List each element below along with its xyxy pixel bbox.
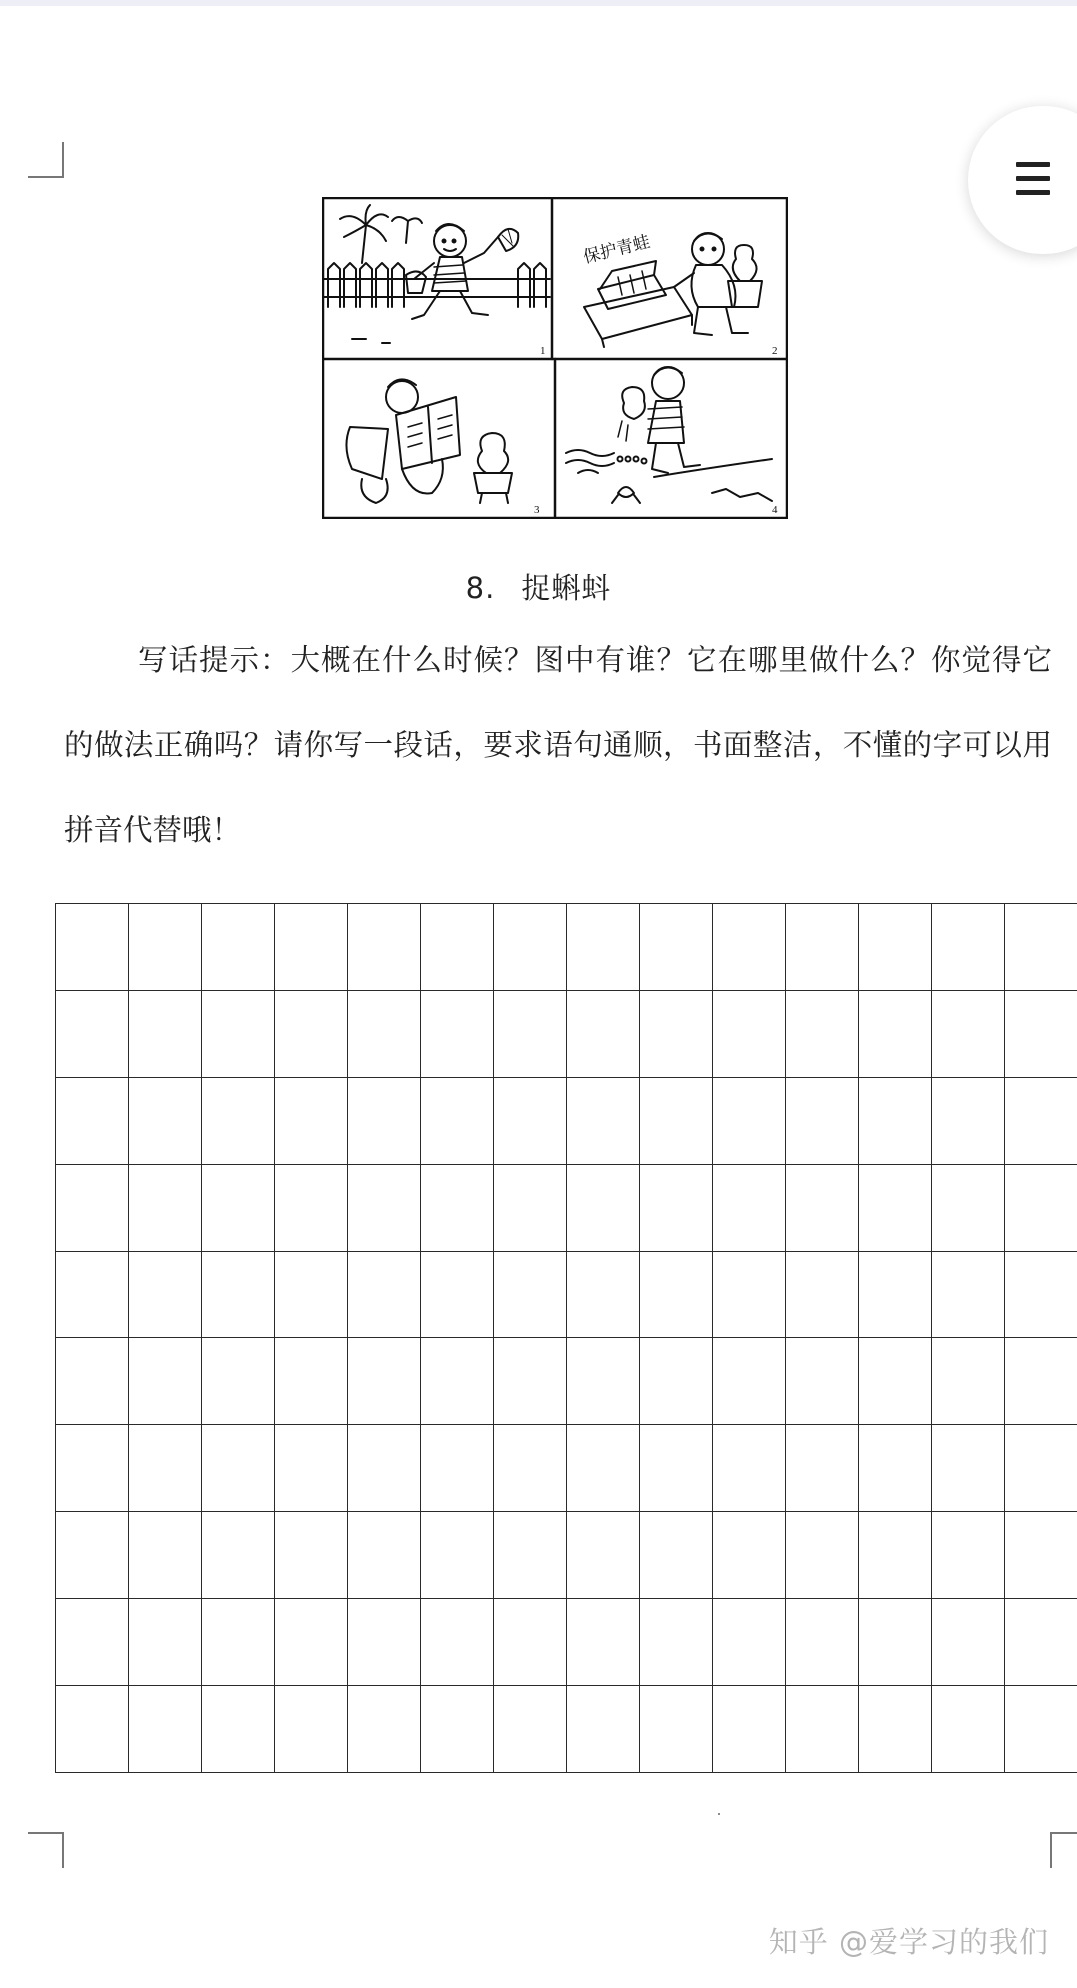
grid-row: [56, 1425, 1077, 1512]
grid-cell[interactable]: [421, 1512, 494, 1599]
grid-cell[interactable]: [932, 1425, 1005, 1512]
grid-cell[interactable]: [421, 1077, 494, 1164]
grid-cell[interactable]: [275, 1512, 348, 1599]
grid-cell[interactable]: [1005, 1164, 1077, 1251]
grid-cell[interactable]: [129, 1077, 202, 1164]
grid-cell[interactable]: [494, 1512, 567, 1599]
grid-cell[interactable]: [932, 1338, 1005, 1425]
grid-cell[interactable]: [348, 990, 421, 1077]
menu-button[interactable]: [968, 106, 1077, 254]
grid-cell[interactable]: [1005, 1686, 1077, 1773]
grid-cell[interactable]: [202, 1338, 275, 1425]
grid-cell[interactable]: [129, 1251, 202, 1338]
grid-cell[interactable]: [275, 1686, 348, 1773]
grid-cell[interactable]: [1005, 1251, 1077, 1338]
grid-cell[interactable]: [275, 1077, 348, 1164]
grid-cell[interactable]: [421, 990, 494, 1077]
grid-cell[interactable]: [494, 1164, 567, 1251]
grid-cell[interactable]: [932, 904, 1005, 991]
page-corner-mark-top-left: [28, 142, 64, 178]
grid-cell[interactable]: [202, 1599, 275, 1686]
grid-cell[interactable]: [713, 1077, 786, 1164]
grid-cell[interactable]: [421, 1686, 494, 1773]
grid-cell[interactable]: [348, 1512, 421, 1599]
grid-row: [56, 1077, 1077, 1164]
grid-cell[interactable]: [275, 1251, 348, 1338]
grid-cell[interactable]: [129, 990, 202, 1077]
grid-cell[interactable]: [859, 1251, 932, 1338]
grid-cell[interactable]: [1005, 1599, 1077, 1686]
grid-cell[interactable]: [567, 990, 640, 1077]
grid-cell[interactable]: [713, 1338, 786, 1425]
grid-cell[interactable]: [640, 1251, 713, 1338]
grid-cell[interactable]: [859, 1599, 932, 1686]
grid-cell[interactable]: [275, 1164, 348, 1251]
grid-cell[interactable]: [129, 1425, 202, 1512]
grid-cell[interactable]: [640, 1686, 713, 1773]
grid-row: [56, 1512, 1077, 1599]
grid-cell[interactable]: [129, 1164, 202, 1251]
grid-cell[interactable]: [713, 990, 786, 1077]
grid-cell[interactable]: [494, 1251, 567, 1338]
grid-cell[interactable]: [640, 904, 713, 991]
grid-cell[interactable]: [129, 1686, 202, 1773]
grid-row: [56, 1338, 1077, 1425]
grid-cell[interactable]: [932, 990, 1005, 1077]
grid-cell[interactable]: [275, 1338, 348, 1425]
grid-cell[interactable]: [713, 904, 786, 991]
grid-cell[interactable]: [56, 1077, 129, 1164]
grid-cell[interactable]: [1005, 1338, 1077, 1425]
grid-cell[interactable]: [713, 1425, 786, 1512]
grid-cell[interactable]: [567, 1512, 640, 1599]
grid-cell[interactable]: [567, 1599, 640, 1686]
grid-cell[interactable]: [859, 1512, 932, 1599]
grid-cell[interactable]: [56, 990, 129, 1077]
grid-cell[interactable]: [348, 1599, 421, 1686]
grid-cell[interactable]: [56, 904, 129, 991]
grid-cell[interactable]: [202, 1077, 275, 1164]
grid-row: [56, 904, 1077, 991]
page-corner-mark-bottom-left: [28, 1832, 64, 1868]
grid-cell[interactable]: [786, 1686, 859, 1773]
grid-cell[interactable]: [348, 1338, 421, 1425]
grid-cell[interactable]: [56, 1251, 129, 1338]
grid-cell[interactable]: [421, 1164, 494, 1251]
grid-cell[interactable]: [348, 1686, 421, 1773]
grid-row: [56, 990, 1077, 1077]
section-heading: [0, 566, 1077, 607]
grid-cell[interactable]: [713, 1164, 786, 1251]
watermark: 知乎 @爱学习的我们: [768, 1925, 1049, 1959]
grid-cell[interactable]: [348, 1251, 421, 1338]
grid-cell[interactable]: [640, 1512, 713, 1599]
writing-prompt: 写话提示：大概在什么时候？图中有谁？它在哪里做什么？你觉得它的做法正确吗？请你写一段话，要求语句通顺，书面整洁，不懂的字可以用拼音代替哦！: [64, 643, 1052, 847]
grid-cell[interactable]: [859, 1425, 932, 1512]
writing-grid[interactable]: [55, 903, 1077, 1773]
grid-cell[interactable]: [786, 1077, 859, 1164]
grid-cell[interactable]: [786, 904, 859, 991]
grid-cell[interactable]: [932, 1599, 1005, 1686]
grid-cell[interactable]: [275, 1599, 348, 1686]
comic-panel-1: [324, 205, 550, 343]
hamburger-menu-icon: [1016, 162, 1050, 196]
grid-cell[interactable]: [713, 1599, 786, 1686]
grid-cell[interactable]: [567, 1164, 640, 1251]
grid-cell[interactable]: [129, 1512, 202, 1599]
grid-cell[interactable]: [56, 1338, 129, 1425]
grid-cell[interactable]: [129, 1599, 202, 1686]
grid-cell[interactable]: [275, 904, 348, 991]
grid-cell[interactable]: [786, 1251, 859, 1338]
grid-cell[interactable]: [421, 1251, 494, 1338]
grid-cell[interactable]: [859, 904, 932, 991]
grid-cell[interactable]: [640, 1425, 713, 1512]
comic-sign-text: 保护青蛙: [581, 231, 653, 268]
grid-cell[interactable]: [786, 1512, 859, 1599]
grid-cell[interactable]: [56, 1686, 129, 1773]
grid-cell[interactable]: [859, 990, 932, 1077]
grid-cell[interactable]: [202, 990, 275, 1077]
grid-cell[interactable]: [567, 1077, 640, 1164]
grid-cell[interactable]: [713, 1512, 786, 1599]
section-number: 8.: [465, 571, 496, 605]
comic-panel-number-4: 4: [772, 504, 778, 516]
grid-cell[interactable]: [1005, 990, 1077, 1077]
grid-cell[interactable]: [1005, 1077, 1077, 1164]
grid-cell[interactable]: [932, 1512, 1005, 1599]
comic-panel-number-1: 1: [540, 345, 546, 357]
grid-cell[interactable]: [932, 1251, 1005, 1338]
section-title: 捉蝌蚪: [521, 571, 612, 605]
grid-cell[interactable]: [421, 1425, 494, 1512]
grid-row: [56, 1251, 1077, 1338]
grid-cell[interactable]: [348, 904, 421, 991]
comic-panel-number-3: 3: [534, 504, 540, 516]
grid-cell[interactable]: [348, 1164, 421, 1251]
grid-cell[interactable]: [421, 904, 494, 991]
stray-dot: [718, 1813, 720, 1815]
grid-cell[interactable]: [786, 1599, 859, 1686]
grid-cell[interactable]: [275, 990, 348, 1077]
grid-cell[interactable]: [56, 1599, 129, 1686]
comic-panel-3: [346, 379, 512, 503]
grid-cell[interactable]: [786, 990, 859, 1077]
grid-cell[interactable]: [494, 1599, 567, 1686]
grid-cell[interactable]: [640, 990, 713, 1077]
grid-cell[interactable]: [129, 1338, 202, 1425]
grid-cell[interactable]: [567, 904, 640, 991]
grid-cell[interactable]: [202, 1251, 275, 1338]
comic-panel-4: [566, 367, 772, 503]
grid-cell[interactable]: [494, 990, 567, 1077]
grid-cell[interactable]: [202, 1512, 275, 1599]
grid-cell[interactable]: [275, 1425, 348, 1512]
grid-cell[interactable]: [640, 1077, 713, 1164]
top-strip: [0, 0, 1077, 6]
grid-cell[interactable]: [56, 1512, 129, 1599]
grid-cell[interactable]: [932, 1077, 1005, 1164]
grid-cell[interactable]: [567, 1251, 640, 1338]
grid-cell[interactable]: [786, 1338, 859, 1425]
grid-cell[interactable]: [494, 1425, 567, 1512]
grid-cell[interactable]: [494, 1077, 567, 1164]
grid-cell[interactable]: [859, 1338, 932, 1425]
grid-cell[interactable]: [494, 1686, 567, 1773]
grid-cell[interactable]: [202, 904, 275, 991]
grid-row: [56, 1599, 1077, 1686]
grid-cell[interactable]: [713, 1686, 786, 1773]
comic-panel-number-2: 2: [772, 345, 778, 357]
grid-cell[interactable]: [859, 1077, 932, 1164]
grid-cell[interactable]: [494, 904, 567, 991]
grid-cell[interactable]: [56, 1425, 129, 1512]
grid-cell[interactable]: [348, 1425, 421, 1512]
grid-cell[interactable]: [567, 1425, 640, 1512]
grid-cell[interactable]: [786, 1425, 859, 1512]
grid-cell[interactable]: [713, 1251, 786, 1338]
grid-cell[interactable]: [1005, 1425, 1077, 1512]
grid-cell[interactable]: [129, 904, 202, 991]
grid-cell[interactable]: [202, 1686, 275, 1773]
grid-cell[interactable]: [859, 1164, 932, 1251]
grid-cell[interactable]: [786, 1164, 859, 1251]
grid-cell[interactable]: [567, 1338, 640, 1425]
grid-cell[interactable]: [1005, 904, 1077, 991]
grid-cell[interactable]: [932, 1686, 1005, 1773]
grid-cell[interactable]: [1005, 1512, 1077, 1599]
grid-cell[interactable]: [421, 1338, 494, 1425]
grid-cell[interactable]: [640, 1338, 713, 1425]
page-corner-mark-bottom-right: [1050, 1832, 1077, 1868]
grid-row: [56, 1164, 1077, 1251]
grid-cell[interactable]: [640, 1599, 713, 1686]
grid-cell[interactable]: [56, 1164, 129, 1251]
grid-cell[interactable]: [640, 1164, 713, 1251]
grid-cell[interactable]: [932, 1164, 1005, 1251]
grid-cell[interactable]: [348, 1077, 421, 1164]
comic-illustration: [322, 197, 788, 519]
grid-cell[interactable]: [494, 1338, 567, 1425]
grid-cell[interactable]: [859, 1686, 932, 1773]
grid-cell[interactable]: [421, 1599, 494, 1686]
grid-cell[interactable]: [202, 1164, 275, 1251]
grid-row: [56, 1686, 1077, 1773]
grid-cell[interactable]: [202, 1425, 275, 1512]
grid-cell[interactable]: [567, 1686, 640, 1773]
